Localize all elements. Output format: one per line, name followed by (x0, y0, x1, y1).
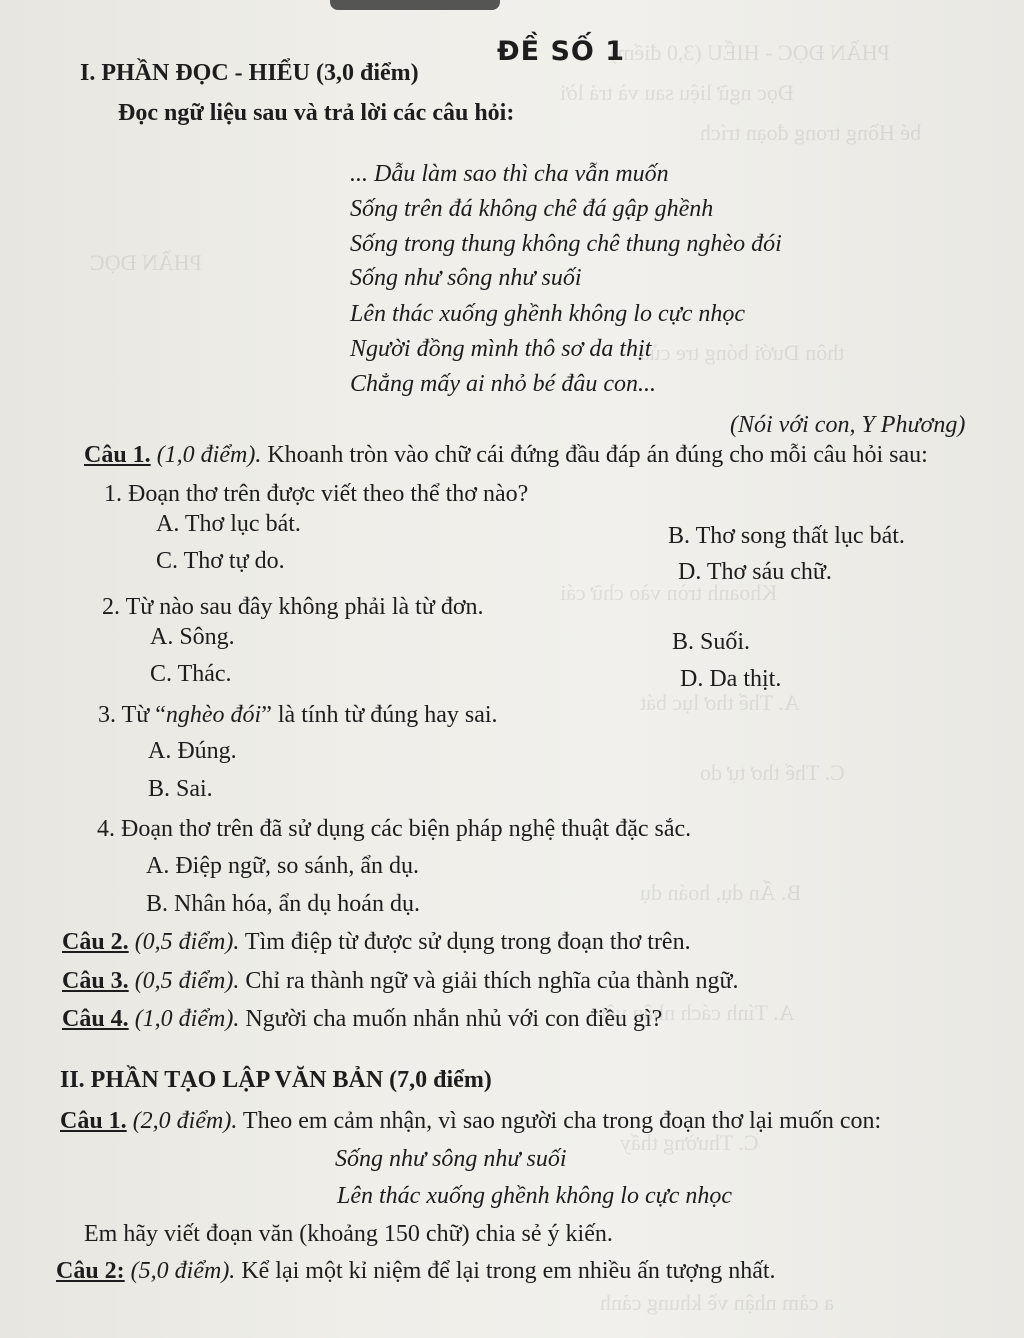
option-d: D. Da thịt. (680, 666, 782, 692)
option-b: B. Suối. (672, 629, 751, 655)
question-label: Câu 2: (56, 1258, 125, 1284)
writing-task: Em hãy viết đoạn văn (khoảng 150 chữ) chia sẻ ý kiến. (84, 1221, 613, 1247)
question-points: (1,0 điểm). (134, 1006, 240, 1032)
section1-title: I. PHẦN ĐỌC - HIỂU (3,0 điểm) (80, 60, 419, 86)
question-points: (0,5 điểm). (134, 929, 240, 955)
sub-question-3 (98, 701, 498, 729)
sub-question-1: 1. Đoạn thơ trên được viết theo thể thơ nào? (104, 481, 529, 507)
writing-question-1 (60, 1107, 881, 1135)
option-c: C. Thơ tự do. (156, 548, 285, 574)
sub-question-4: 4. Đoạn thơ trên đã sử dụng các biện pháp nghệ thuật đặc sắc. (97, 816, 692, 842)
poem-source: (Nói với con, Y Phương) (730, 412, 966, 438)
top-binding (330, 0, 500, 10)
option-a: A. Đúng. (148, 738, 237, 764)
reading-question-1 (84, 441, 928, 469)
poem-line: Sống trong thung không chê thung nghèo đói (350, 231, 782, 257)
question-label: Câu 4. (62, 1006, 129, 1032)
option-b: B. Sai. (148, 776, 213, 802)
question-emphasis: nghèo đói (165, 702, 262, 728)
question-label: Câu 3. (62, 968, 129, 994)
poem-line: Sống trên đá không chê đá gập ghềnh (350, 196, 714, 222)
poem-line: ... Dẫu làm sao thì cha vẫn muốn (350, 161, 669, 187)
option-c: C. Thác. (150, 661, 232, 687)
section2-title: II. PHẦN TẠO LẬP VĂN BẢN (7,0 điểm) (60, 1067, 492, 1093)
bleed-through-texture: PHẦN ĐỌC - HIỂU (3,0 điểm) Đọc ngữ liệu sau và trả lời bé Hồng trong đoạn trích PHẦN ĐỌC thôn Dưới bóng tre của Khoanh tròn vào chữ cái A. Thể thơ lục bát C. Thể thơ tự do B. Ẩn dụ, hoán dụ A. Tính cách nhân vật C. Thường thấy a cảm nhận về khung cảnh (90, 40, 922, 1315)
question-text: 3. Từ “ (98, 702, 166, 728)
question-text: Khoanh tròn vào chữ cái đứng đầu đáp án đúng cho mỗi câu hỏi sau: (267, 442, 928, 468)
question-points: (1,0 điểm). (156, 442, 262, 468)
quote-line: Sống như sông như suối (335, 1146, 567, 1172)
option-a: A. Thơ lục bát. (156, 511, 301, 537)
question-points: (0,5 điểm). (134, 968, 240, 994)
option-d: D. Thơ sáu chữ. (678, 559, 832, 585)
exam-title: ĐỀ SỐ 1 (497, 36, 626, 67)
reading-question-4 (62, 1005, 662, 1033)
question-text: ” là tính từ đúng hay sai. (261, 702, 498, 728)
option-b: B. Nhân hóa, ẩn dụ hoán dụ. (146, 891, 420, 917)
question-label: Câu 2. (62, 929, 129, 955)
question-label: Câu 1. (60, 1108, 127, 1134)
option-a: A. Điệp ngữ, so sánh, ẩn dụ. (146, 853, 419, 879)
question-text: Chỉ ra thành ngữ và giải thích nghĩa của thành ngữ. (245, 968, 739, 994)
quote-line: Lên thác xuống ghềnh không lo cực nhọc (337, 1183, 732, 1209)
poem-line: Chẳng mấy ai nhỏ bé đâu con... (350, 371, 656, 397)
writing-question-2 (56, 1257, 776, 1285)
poem-line: Sống như sông như suối (350, 265, 582, 291)
sub-question-2: 2. Từ nào sau đây không phải là từ đơn. (102, 594, 484, 620)
poem-line: Lên thác xuống ghềnh không lo cực nhọc (350, 301, 745, 327)
reading-question-3 (62, 967, 739, 995)
option-b: B. Thơ song thất lục bát. (668, 523, 905, 549)
question-points: (5,0 điểm). (130, 1258, 236, 1284)
question-text: Kể lại một kỉ niệm để lại trong em nhiều ấn tượng nhất. (241, 1258, 776, 1284)
question-text: Theo em cảm nhận, vì sao người cha trong đoạn thơ lại muốn con: (242, 1108, 882, 1134)
question-points: (2,0 điểm). (132, 1108, 238, 1134)
question-label: Câu 1. (84, 442, 151, 468)
question-text: Người cha muốn nhắn nhủ với con điều gì? (245, 1006, 663, 1032)
option-a: A. Sông. (150, 624, 235, 650)
poem-line: Người đồng mình thô sơ da thịt (350, 336, 652, 362)
reading-instruction: Đọc ngữ liệu sau và trả lời các câu hỏi: (118, 100, 515, 126)
reading-question-2 (62, 928, 691, 956)
question-text: Tìm điệp từ được sử dụng trong đoạn thơ trên. (244, 929, 691, 955)
